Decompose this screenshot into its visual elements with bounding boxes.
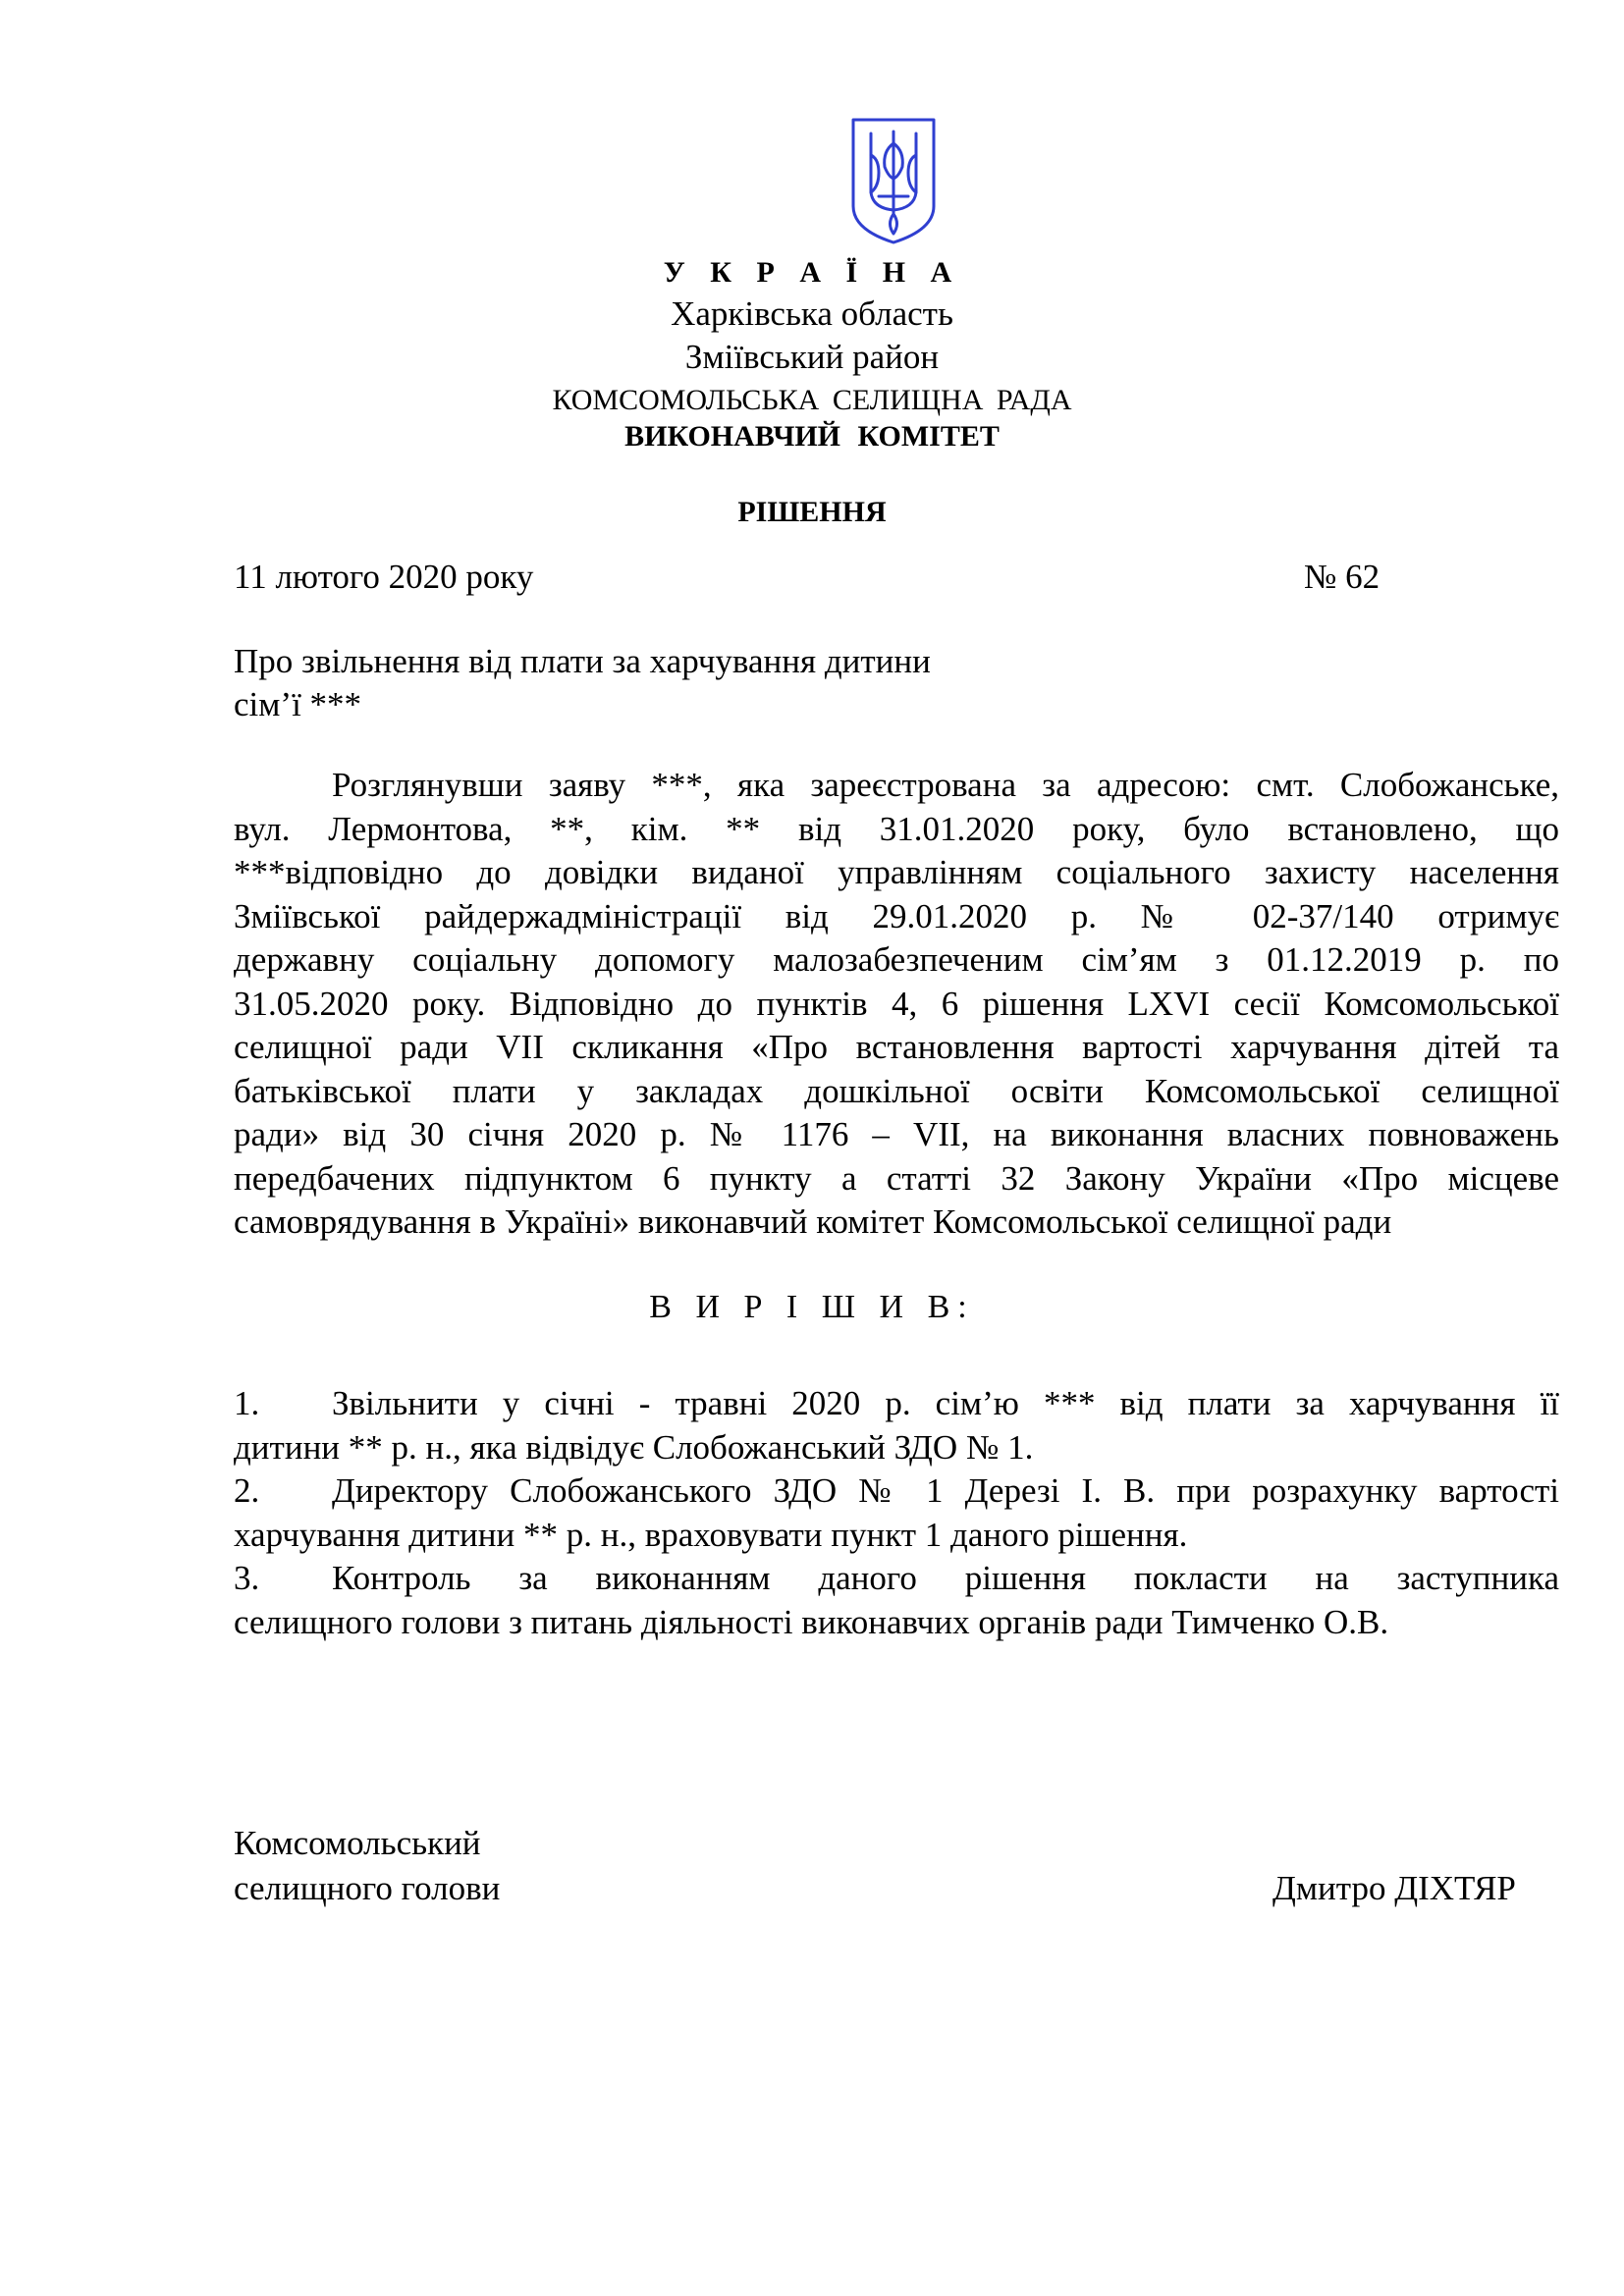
preamble-paragraph bbox=[234, 764, 1559, 1245]
district-heading: Зміївський район bbox=[684, 338, 940, 376]
preamble-line: Розглянувши заяву ***, яка зареєстрована за адресою: смт. Слобожанське, bbox=[332, 766, 1559, 804]
subject-line: сім’ї *** bbox=[234, 685, 362, 723]
signature-title-line: Комсомольський bbox=[234, 1824, 481, 1862]
list-item-text: Директору Слобожанського ЗДО № 1 Дерезі І. В. при розрахунку вартості bbox=[332, 1471, 1559, 1510]
list-item-continuation: дитини ** р. н., яка відвідує Слобожанський ЗДО № 1. bbox=[234, 1427, 1034, 1467]
preamble-line: державну соціальну допомогу малозабезпеченим сім’ям з 01.12.2019 р. по bbox=[234, 940, 1559, 979]
preamble-line: Зміївської райдержадміністрації від 29.01.2020 р. № 02-37/140 отримує bbox=[234, 896, 1559, 935]
preamble-line: передбачених підпунктом 6 пункту а статті 32 Закону України «Про місцеве bbox=[234, 1158, 1559, 1198]
council-heading: КОМСОМОЛЬСЬКА СЕЛИЩНА РАДА bbox=[552, 384, 1072, 416]
country-heading: У К Р А Ї Н А bbox=[663, 256, 961, 289]
list-item-number: 2. bbox=[234, 1471, 260, 1510]
trident-coat-of-arms-icon bbox=[849, 116, 938, 245]
decision-list bbox=[234, 1382, 1559, 1644]
preamble-line: селищної ради VII скликання «Про встановлення вартості харчування дітей та bbox=[234, 1028, 1559, 1066]
list-item-continuation: селищного голови з питань діяльності виконавчих органів ради Тимченко О.В. bbox=[234, 1602, 1389, 1641]
signature-title-line: селищного голови bbox=[234, 1869, 501, 1907]
document-date: 11 лютого 2020 року bbox=[234, 558, 534, 596]
list-item bbox=[234, 1469, 1559, 1514]
document-type-heading: РІШЕННЯ bbox=[737, 496, 887, 528]
signatory-name: Дмитро ДІХТЯР bbox=[1272, 1869, 1516, 1907]
list-item-text: Контроль за виконанням даного рішення покласти на заступника bbox=[332, 1559, 1559, 1597]
preamble-line: батьківської плати у закладах дошкільної освіти Комсомольської селищної bbox=[234, 1071, 1559, 1110]
preamble-line: самоврядування в Україні» виконавчий комітет Комсомольської селищної ради bbox=[234, 1202, 1392, 1241]
list-item-number: 1. bbox=[234, 1384, 260, 1422]
list-item-continuation: харчування дитини ** р. н., враховувати пункт 1 даного рішення. bbox=[234, 1515, 1188, 1554]
list-item-text: Звільнити у січні - травні 2020 р. сім’ю *** від плати за харчування її bbox=[332, 1384, 1559, 1422]
decided-heading: В И Р І Ш И В: bbox=[649, 1289, 975, 1325]
preamble-line: ради» від 30 січня 2020 р. № 1176 – VII, на виконання власних повноважень bbox=[234, 1115, 1559, 1153]
preamble-line: вул. Лермонтова, **, кім. ** від 31.01.2020 року, було встановлено, що bbox=[234, 809, 1559, 848]
list-item-number: 3. bbox=[234, 1559, 260, 1597]
list-item bbox=[234, 1382, 1559, 1426]
committee-heading: ВИКОНАВЧИЙ КОМІТЕТ bbox=[624, 420, 1000, 453]
region-heading: Харківська область bbox=[671, 294, 953, 333]
subject-line: Про звільнення від плати за харчування дитини bbox=[234, 642, 931, 680]
preamble-line: 31.05.2020 року. Відповідно до пунктів 4, 6 рішення LXVI сесії Комсомольської bbox=[234, 984, 1559, 1023]
document-number: № 62 bbox=[1304, 558, 1380, 596]
list-item bbox=[234, 1557, 1559, 1601]
preamble-line: ***відповідно до довідки виданої управлінням соціального захисту населення bbox=[234, 853, 1559, 891]
